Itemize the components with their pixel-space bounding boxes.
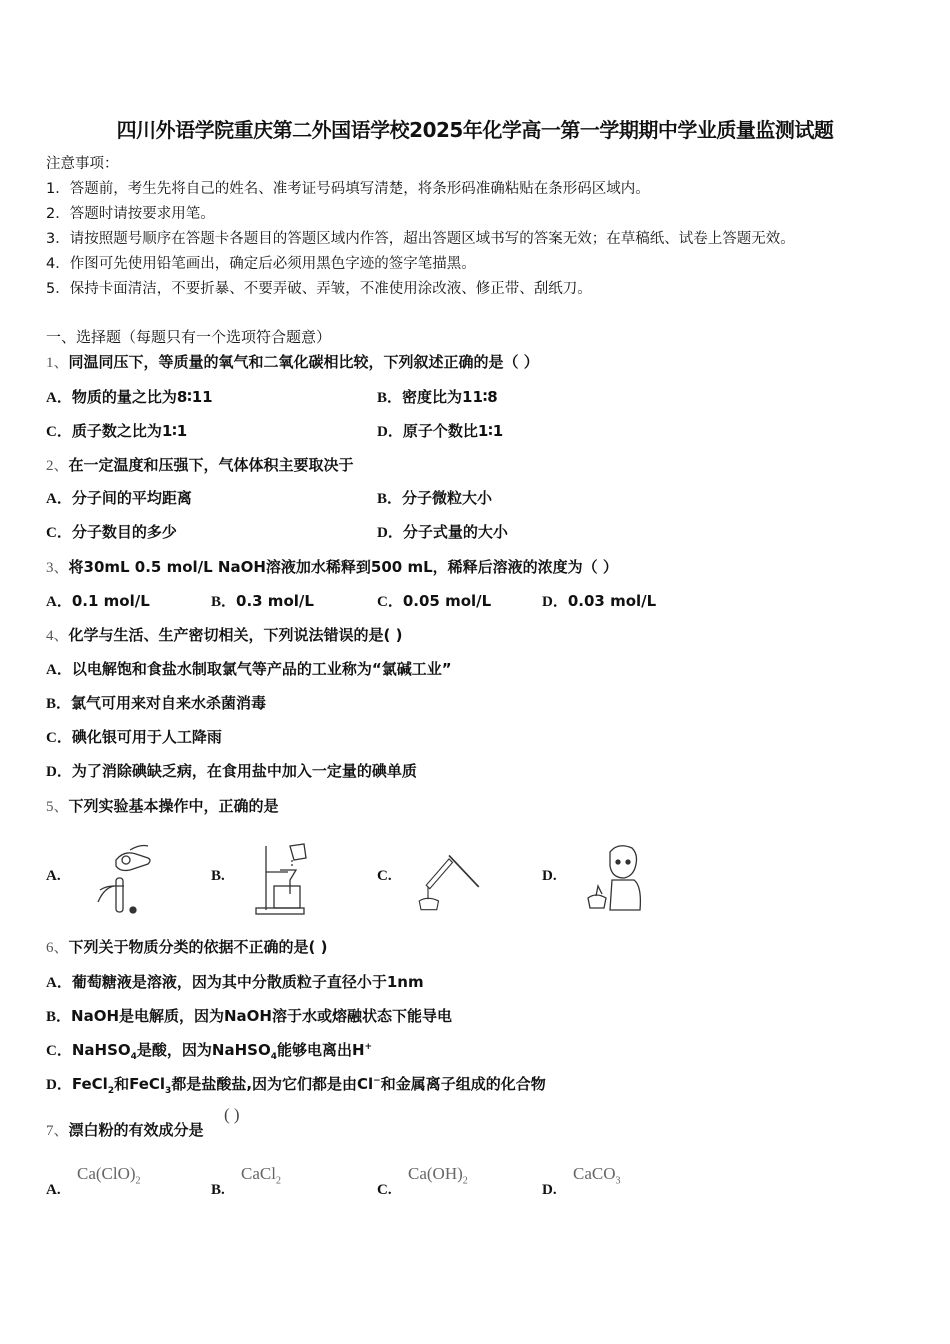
question-5 [46, 795, 279, 816]
option-d[interactable]: D. [542, 1182, 557, 1198]
option-c[interactable]: C. [377, 1182, 392, 1198]
option-b[interactable]: B．密度比为11∶8 [377, 388, 498, 406]
question-stem: 下列关于物质分类的依据不正确的是( ) [68, 938, 328, 956]
option-d[interactable]: D．FeCl$_2$和FeCl$_3$都是盐酸盐,因为它们都是由Cl−和金属离子组成的化合物 [46, 1075, 546, 1096]
question-stem: 在一定温度和压强下，气体体积主要取决于 [68, 456, 354, 474]
option-c[interactable]: C．NaHSO$_4$是酸，因为NaHSO$_4$能够电离出H+ [46, 1041, 373, 1062]
question-4 [46, 624, 402, 645]
answer-blank: ( ) [224, 1105, 240, 1124]
option-c[interactable]: C．质子数之比为1∶1 [46, 422, 188, 440]
option-b[interactable]: B．分子微粒大小 [377, 489, 493, 507]
question-stem: 将30mL 0.5 mol/L NaOH溶液加水稀释到500 mL，稀释后溶液的浓度为（ ） [68, 558, 618, 576]
heating-test-tube-figure [414, 842, 484, 917]
page-title: 四川外语学院重庆第二外国语学校2025年化学高一第一学期期中学业质量监测试题 [116, 118, 834, 142]
option-d[interactable]: D．为了消除碘缺乏病，在食用盐中加入一定量的碘单质 [46, 762, 417, 780]
option-c[interactable]: C．碘化银可用于人工降雨 [46, 728, 222, 746]
notice-item: 4．作图可先使用铅笔画出，确定后必须用黑色字迹的签字笔描黑。 [46, 256, 476, 272]
option-a[interactable]: A．物质的量之比为8∶11 [46, 388, 213, 406]
option-a[interactable]: A．葡萄糖液是溶液，因为其中分散质粒子直径小于1nm [46, 973, 424, 991]
question-number: 7、 [46, 1123, 69, 1139]
option-b[interactable]: B. [211, 868, 225, 884]
question-7 [46, 1119, 204, 1140]
option-d[interactable]: D. [542, 868, 557, 884]
question-2 [46, 454, 354, 475]
question-6 [46, 936, 327, 957]
formula-calcium-hypochlorite: $Ca(ClO)_2$ [77, 1164, 141, 1187]
option-d[interactable]: D．分子式量的大小 [377, 523, 508, 541]
question-stem: 下列实验基本操作中，正确的是 [68, 797, 279, 815]
option-a[interactable]: A. [46, 1182, 61, 1198]
question-stem: 漂白粉的有效成分是 [68, 1121, 204, 1139]
option-d[interactable]: D．0.03 mol/L [542, 592, 657, 610]
question-number: 2、 [46, 458, 69, 474]
question-stem: 同温同压下，等质量的氧气和二氧化碳相比较，下列叙述正确的是（ ） [68, 353, 539, 371]
notice-item: 3．请按照题号顺序在答题卡各题目的答题区域内作答，超出答题区域书写的答案无效；在草稿纸、试卷上答题无效。 [46, 231, 795, 247]
question-stem: 化学与生活、生产密切相关，下列说法错误的是( ) [68, 626, 403, 644]
option-b[interactable]: B．NaOH是电解质，因为NaOH溶于水或熔融状态下能导电 [46, 1007, 452, 1025]
formula-calcium-chloride: CaCl$_2$ [241, 1164, 281, 1187]
notice-item: 1．答题前，考生先将自己的姓名、准考证号码填写清楚，将条形码准确粘贴在条形码区域内。 [46, 181, 650, 197]
notice-item: 5．保持卡面清洁，不要折暴、不要弄破、弄皱，不准使用涂改液、修正带、刮纸刀。 [46, 281, 592, 297]
option-b[interactable]: B．0.3 mol/L [211, 592, 314, 610]
option-b[interactable]: B. [211, 1182, 225, 1198]
notice-item: 2．答题时请按要求用笔。 [46, 206, 215, 222]
question-number: 6、 [46, 940, 69, 956]
question-3 [46, 556, 618, 577]
pouring-liquid-into-test-tube-figure [88, 842, 158, 917]
option-a[interactable]: A．0.1 mol/L [46, 592, 150, 610]
formula-calcium-carbonate: CaCO$_3$ [573, 1164, 621, 1187]
question-number: 4、 [46, 628, 69, 644]
question-number: 3、 [46, 560, 69, 576]
formula-calcium-hydroxide: $Ca(OH)_2$ [408, 1164, 468, 1187]
option-c[interactable]: C．0.05 mol/L [377, 592, 492, 610]
option-b[interactable]: B．氯气可用来对自来水杀菌消毒 [46, 694, 267, 712]
option-c[interactable]: C. [377, 868, 392, 884]
option-a[interactable]: A．以电解饱和食盐水制取氯气等产品的工业称为“氯碱工业” [46, 660, 452, 678]
section-heading: 一、选择题（每题只有一个选项符合题意） [46, 328, 332, 346]
option-d[interactable]: D．原子个数比1∶1 [377, 422, 504, 440]
question-number: 1、 [46, 355, 69, 371]
notice-heading: 注意事项： [46, 156, 119, 172]
question-number: 5、 [46, 799, 69, 815]
option-a[interactable]: A. [46, 868, 61, 884]
filtration-apparatus-figure [252, 842, 322, 917]
lighting-alcohol-lamp-figure [584, 842, 654, 917]
question-1 [46, 351, 539, 372]
option-a[interactable]: A．分子间的平均距离 [46, 489, 192, 507]
option-c[interactable]: C．分子数目的多少 [46, 523, 177, 541]
